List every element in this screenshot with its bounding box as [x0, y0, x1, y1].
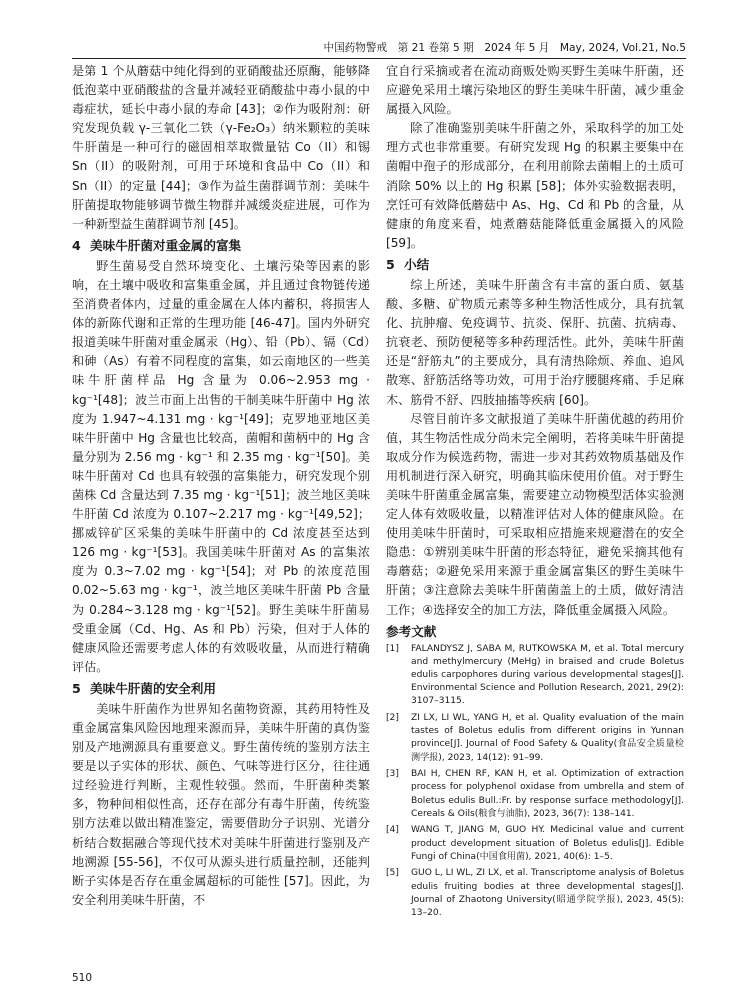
reference-number: [2] [386, 713, 399, 724]
body-paragraph: 除了准确鉴别美味牛肝菌之外，采取科学的加工处理方式也非常重要。有研究发现 Hg 的积累主要集中在菌帽中孢子的形成部分，在利用前除去菌帽上的土质可消除 50% 以上的 Hg 积累 [58]；体外实验数据表明，烹饪可有效降低蘑菇中 As、Hg、Cd 和 Pb 的含量，从健康的角度来看，炖煮蘑菇能降低重金属摄入的风险 [59]。 [386, 121, 684, 250]
section-number: 5 [386, 256, 395, 272]
reference-item [386, 824, 684, 864]
section-number: 5 [72, 680, 81, 696]
reference-number: [4] [386, 825, 399, 836]
body-paragraph: 美味牛肝菌作为世界知名菌物资源，其药用特性及重金属富集风险因地理来源而异，美味牛肝菌的真伪鉴别及产地溯源具有重要意义。野生菌传统的鉴别方法主要是以子实体的形状、颜色、气味等进行区分，往往通过经验进行判断，主观性较强。然而，牛肝菌种类繁多，物种间相似性高，还存在部分有毒牛肝菌，传统鉴别方法难以做出精准鉴定，需要借助分子识别、光谱分析结合数据融合等现代技术对美味牛肝菌进行鉴别及产地溯源 [55-56]，不仅可从源头进行质量控制，还能判断子实体是否存在重金属超标的可能性 [57]。因此，为安全利用美味牛肝菌，不 [72, 701, 370, 907]
reference-list [386, 643, 684, 921]
reference-text: GUO L, LI WL, ZI LX, et al. Transcriptome analysis of Boletus edulis fruiting bodies at three developmental stages[J]. Journal of Zhaotong University(昭通学院学报), 2023, 45(5): 13–20. [411, 868, 684, 919]
right-column [386, 62, 684, 924]
body-paragraph: 宜自行采摘或者在流动商贩处购买野生美味牛肝菌，还应避免采用土壤污染地区的野生美味牛肝菌，减少重金属摄入风险。 [386, 64, 684, 117]
body-paragraph: 尽管目前许多文献报道了美味牛肝菌优越的药用价值，其生物活性成分尚未完全阐明，若将美味牛肝菌提取成分作为候选药物，需进一步对其药效物质基础及作用机制进行深入研究，明确其临床使用价值。对于野生美味牛肝菌重金属富集，需要建立动物模型活体实验测定人体有效吸收量，以精准评估对人体的健康风险。在使用美味牛肝菌时，可采取相应措施来规避潜在的安全隐患：①辨别美味牛肝菌的形态特征，避免采摘其他有毒蘑菇；②避免采用来源于重金属富集区的野生美味牛肝菌；③注意除去美味牛肝菌菌盖上的土质，做好清洁工作；④选择安全的加工方法，降低重金属摄入风险。 [386, 411, 684, 617]
reference-text: BAI H, CHEN RF, KAN H, et al. Optimization of extraction process for polyphenol oxidase from umbrella and stem of Boletus edulis Bull.:Fr. by response surface methodology[J]. Cereals & Oils(粮食与油脂), 2023, 36(7): 138–141. [411, 769, 684, 819]
reference-number: [1] [386, 643, 399, 654]
page-number: 510 [72, 972, 93, 984]
section-title: 美味牛肝菌的安全利用 [90, 680, 216, 696]
reference-text: WANG T, JIANG M, GUO HY. Medicinal value and current product development situation of Boletus edulis[J]. Edible Fungi of China(中国食用菌), 2021, 40(6): 1–5. [411, 825, 684, 862]
reference-number: [5] [386, 868, 399, 879]
reference-number: [3] [386, 769, 399, 780]
body-paragraph: 是第 1 个从蘑菇中纯化得到的亚硝酸盐还原酶，能够降低泡菜中亚硝酸盐的含量并减轻亚硝酸盐中毒小鼠的中毒症状，延长中毒小鼠的寿命 [43]；②作为吸附剂：研究发现负载 γ-三氧化二铁（γ-Fe₂O₃）纳米颗粒的美味牛肝菌是一种可行的磁固相萃取微量钴 Co（II）和锡 Sn（II）的吸附剂，可用于环境和食品中 Co（II）和 Sn（II）的定量 [44]；③作为益生菌群调节剂：美味牛肝菌提取物能够调节微生物群并减缓炎症进展，可作为一种新型益生菌群调节剂 [45]。 [72, 64, 370, 231]
references-heading: 参考文献 [386, 623, 437, 639]
body-paragraph: 野生菌易受自然环境变化、土壤污染等因素的影响，在土壤中吸收和富集重金属，并且通过食物链传递至消费者体内，过量的重金属在人体内蓄积，将损害人体的新陈代谢和正常的生理功能 [46-47]。国内外研究报道美味牛肝菌对重金属汞（Hg）、铅（Pb）、镉（Cd）和砷（As）有着不同程度的富集，如云南地区的一些美味牛肝菌样品 Hg 含量为 0.06~2.953 mg · kg⁻¹[48]；波兰市面上出售的干制美味牛肝菌中 Hg 浓度为 1.947~4.131 mg · kg⁻¹[49]；克罗地亚地区美味牛肝菌中 Hg 含量也比较高，菌帽和菌柄中的 Hg 含量分别为 2.56 mg · kg⁻¹ 和 2.35 mg · kg⁻¹[50]。美味牛肝菌对 Cd 也具有较强的富集能力，研究发现个别菌株 Cd 含量达到 7.35 mg · kg⁻¹[51]；波兰地区美味牛肝菌 Cd 浓度为 0.107~2.217 mg · kg⁻¹[49,52]；挪威锌矿区采集的美味牛肝菌中的 Cd 浓度甚至达到 126 mg · kg⁻¹[53]。我国美味牛肝菌对 As 的富集浓度为 0.3~7.02 mg · kg⁻¹[54]；对 Pb 的浓度范围 0.02~5.63 mg · kg⁻¹，波兰地区美味牛肝菌 Pb 含量为 0.284~3.128 mg · kg⁻¹[52]。野生美味牛肝菌易受重金属（Cd、Hg、As 和 Pb）污染，但对于人体的健康风险还需要考虑人体的有效吸收量，从而进行精确评估。 [72, 258, 370, 674]
section-title: 美味牛肝菌对重金属的富集 [90, 237, 242, 253]
reference-item [386, 867, 684, 920]
section-heading [72, 679, 370, 698]
section-heading [386, 255, 684, 274]
section-number: 4 [72, 237, 81, 253]
reference-item [386, 643, 684, 709]
section-heading [72, 236, 370, 255]
reference-text: FALANDYSZ J, SABA M, RUTKOWSKA M, et al. Total mercury and methylmercury (MeHg) in braised and crude Boletus edulis carpophores during various developmental stages[J]. Environmental Science and Pollution Research, 2021, 29(2): 3107–3115. [411, 643, 684, 707]
journal-running-header: 中国药物警戒 第 21 卷第 5 期 2024 年 5 月 May, 2024, Vol.21, No.5 [72, 40, 686, 59]
section-title: 小结 [404, 256, 430, 272]
reference-text: ZI LX, LI WL, YANG H, et al. Quality evaluation of the main tastes of Boletus edulis from different origins in Yunnan province[J]. Journal of Food Safety & Quality(食品安全质量检测学报), 2023, 14(12): 91–99. [411, 713, 684, 763]
reference-item [386, 712, 684, 765]
left-column [72, 62, 370, 910]
reference-item [386, 768, 684, 821]
body-paragraph: 综上所述，美味牛肝菌含有丰富的蛋白质、氨基酸、多糖、矿物质元素等多种生物活性成分，具有抗氧化、抗肿瘤、免疫调节、抗炎、保肝、抗菌、抗病毒、抗衰老、预防便秘等多种药理活性。此外，美味牛肝菌还是“舒筋丸”的主要成分，具有清热除烦、养血、追风散寒、舒筋活络等功效，可用于治疗腰腿疼痛、手足麻木、筋骨不舒、四肢抽搐等疾病 [60]。 [386, 277, 684, 407]
